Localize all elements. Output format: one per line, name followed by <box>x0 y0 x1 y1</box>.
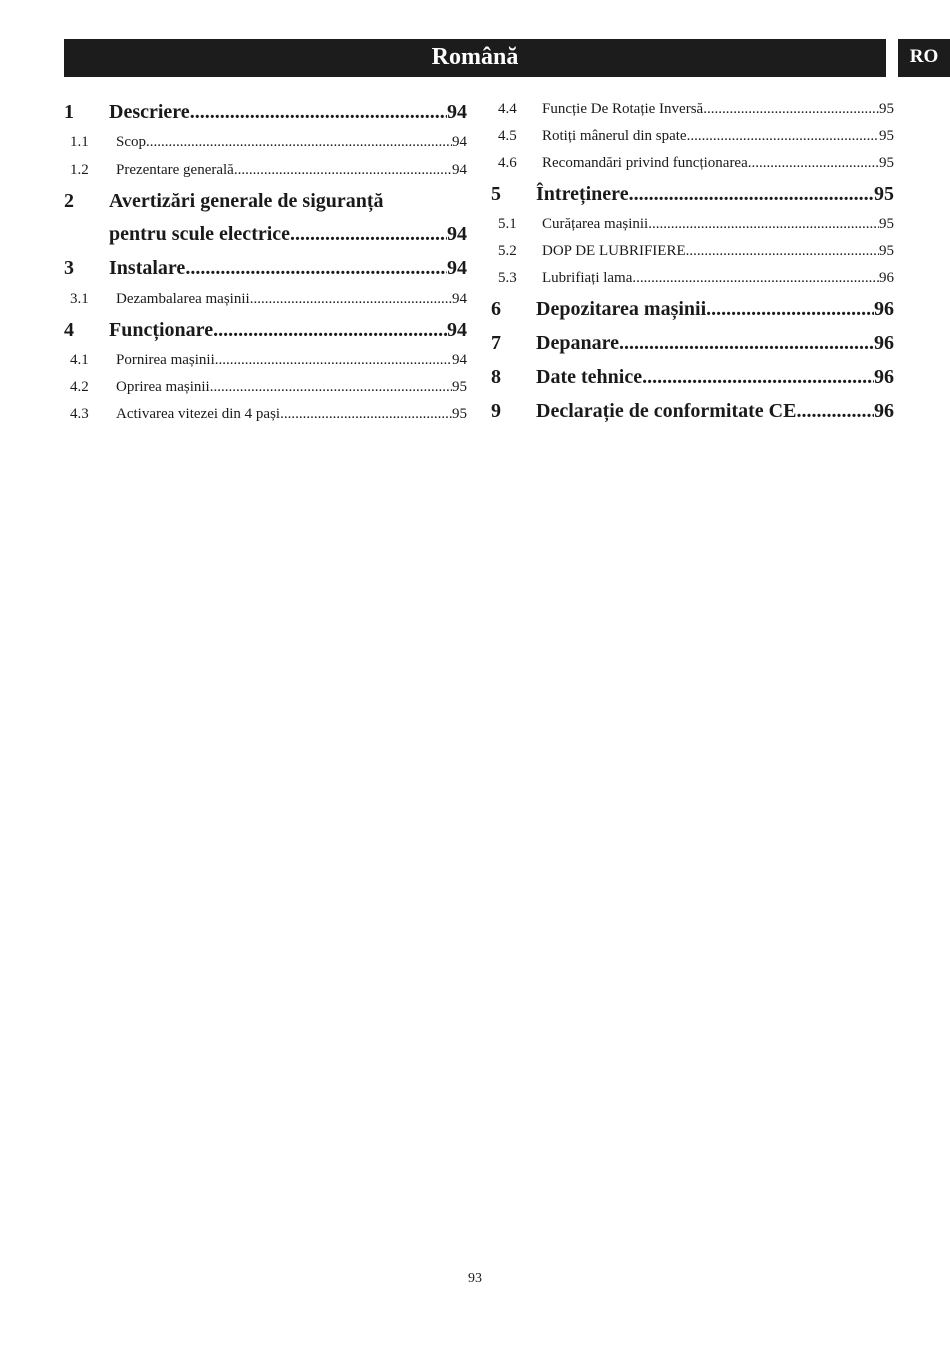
toc-subentry[interactable] <box>491 241 894 261</box>
toc-label: Curățarea mașinii <box>542 216 649 232</box>
toc-entry[interactable] <box>64 255 467 281</box>
toc-label: Oprirea mașinii <box>116 379 210 395</box>
toc-leader <box>748 153 879 173</box>
toc-number: 1.1 <box>70 134 89 150</box>
toc-label: Întreținere <box>536 183 629 205</box>
toc-number: 1.2 <box>70 162 89 178</box>
toc-number: 6 <box>491 298 501 320</box>
toc-number: 9 <box>491 400 501 422</box>
toc-entry[interactable] <box>491 181 894 207</box>
language-badge: RO <box>898 39 950 77</box>
page-number: 93 <box>468 1271 482 1286</box>
toc-page: 96 <box>874 366 894 388</box>
toc-label: pentru scule electrice <box>109 223 291 245</box>
toc-number: 4.5 <box>498 128 517 144</box>
toc-leader <box>632 268 879 288</box>
toc-leader <box>687 126 879 146</box>
toc-leader <box>215 350 452 370</box>
toc-subentry[interactable] <box>491 153 894 173</box>
toc-page: 95 <box>879 216 894 232</box>
toc-page: 95 <box>879 101 894 117</box>
toc-page: 95 <box>879 243 894 259</box>
toc-number: 5.3 <box>498 270 517 286</box>
toc-leader <box>648 214 879 234</box>
toc-number: 4.1 <box>70 352 89 368</box>
toc-label: Rotiți mânerul din spate <box>542 128 687 144</box>
toc-leader <box>213 317 447 343</box>
page-title: Română <box>64 39 886 77</box>
toc-label: Scop <box>116 134 146 150</box>
toc-leader <box>210 377 452 397</box>
toc-number: 5 <box>491 183 501 205</box>
toc-label: Descriere <box>109 101 190 123</box>
toc-leader <box>185 255 447 281</box>
toc-leader <box>686 241 879 261</box>
toc-page: 96 <box>874 332 894 354</box>
toc-page: 95 <box>879 128 894 144</box>
toc-subentry[interactable] <box>64 289 467 309</box>
toc-number: 5.1 <box>498 216 517 232</box>
toc-page: 94 <box>447 101 467 123</box>
toc-page: 94 <box>447 319 467 341</box>
toc-entry[interactable] <box>491 330 894 356</box>
toc-page: 95 <box>879 155 894 171</box>
toc-number: 4.2 <box>70 379 89 395</box>
toc-label: DOP DE LUBRIFIERE <box>542 243 686 259</box>
toc-number: 4.6 <box>498 155 517 171</box>
toc-page: 94 <box>447 257 467 279</box>
toc-entry-line1[interactable] <box>64 188 467 214</box>
toc-number: 4.4 <box>498 101 517 117</box>
toc-number: 5.2 <box>498 243 517 259</box>
toc-number: 1 <box>64 101 74 123</box>
toc-entry[interactable] <box>64 99 467 125</box>
toc-page: 94 <box>447 223 467 245</box>
toc-page: 96 <box>874 298 894 320</box>
toc-number: 8 <box>491 366 501 388</box>
toc-leader <box>290 221 447 247</box>
toc-subentry[interactable] <box>491 99 894 119</box>
toc-subentry[interactable] <box>64 132 467 152</box>
toc-label: Depozitarea mașinii <box>536 298 707 320</box>
toc-label: Dezambalarea mașinii <box>116 291 250 307</box>
toc-label: Recomandări privind funcționarea <box>542 155 748 171</box>
toc-page: 94 <box>452 134 467 150</box>
toc-label: Lubrifiați lama <box>542 270 633 286</box>
toc-entry[interactable] <box>491 364 894 390</box>
toc-number: 7 <box>491 332 501 354</box>
toc-label: Funcție De Rotație Inversă <box>542 101 704 117</box>
toc-page: 96 <box>874 400 894 422</box>
toc-leader <box>703 99 879 119</box>
toc-number: 3.1 <box>70 291 89 307</box>
toc-leader <box>642 364 874 390</box>
toc-page: 94 <box>452 162 467 178</box>
toc-leader <box>619 330 874 356</box>
toc-page: 94 <box>452 291 467 307</box>
toc-leader <box>190 99 447 125</box>
toc-number: 2 <box>64 190 74 212</box>
toc-leader <box>629 181 874 207</box>
toc-label: Prezentare generală <box>116 162 234 178</box>
toc-subentry[interactable] <box>64 404 467 424</box>
toc-label: Activarea vitezei din 4 pași <box>116 406 281 422</box>
toc-subentry[interactable] <box>491 126 894 146</box>
toc-page: 95 <box>452 406 467 422</box>
toc-page: 95 <box>452 379 467 395</box>
toc-number: 4.3 <box>70 406 89 422</box>
toc-label: Pornirea mașinii <box>116 352 215 368</box>
toc-entry-line2[interactable] <box>64 221 467 247</box>
toc-subentry[interactable] <box>64 377 467 397</box>
toc-leader <box>250 289 452 309</box>
toc-label: Declarație de conformitate CE <box>536 400 797 422</box>
toc-label: Instalare <box>109 257 186 279</box>
toc-page: 95 <box>874 183 894 205</box>
toc-entry[interactable] <box>491 296 894 322</box>
toc-subentry[interactable] <box>64 160 467 180</box>
toc-page: 94 <box>452 352 467 368</box>
toc-subentry[interactable] <box>491 214 894 234</box>
toc-page: 96 <box>879 270 894 286</box>
toc-leader <box>146 132 452 152</box>
toc-subentry[interactable] <box>64 350 467 370</box>
toc-label: Funcționare <box>109 319 214 341</box>
toc-label: Avertizări generale de siguranță <box>109 190 384 212</box>
toc-subentry[interactable] <box>491 268 894 288</box>
toc-entry[interactable] <box>491 398 894 424</box>
toc-entry[interactable] <box>64 317 467 343</box>
toc-leader <box>796 398 874 424</box>
toc-number: 3 <box>64 257 74 279</box>
toc-label: Date tehnice <box>536 366 643 388</box>
toc-leader <box>234 160 452 180</box>
toc-leader <box>280 404 452 424</box>
toc-label: Depanare <box>536 332 619 354</box>
toc-number: 4 <box>64 319 74 341</box>
toc-leader <box>706 296 874 322</box>
